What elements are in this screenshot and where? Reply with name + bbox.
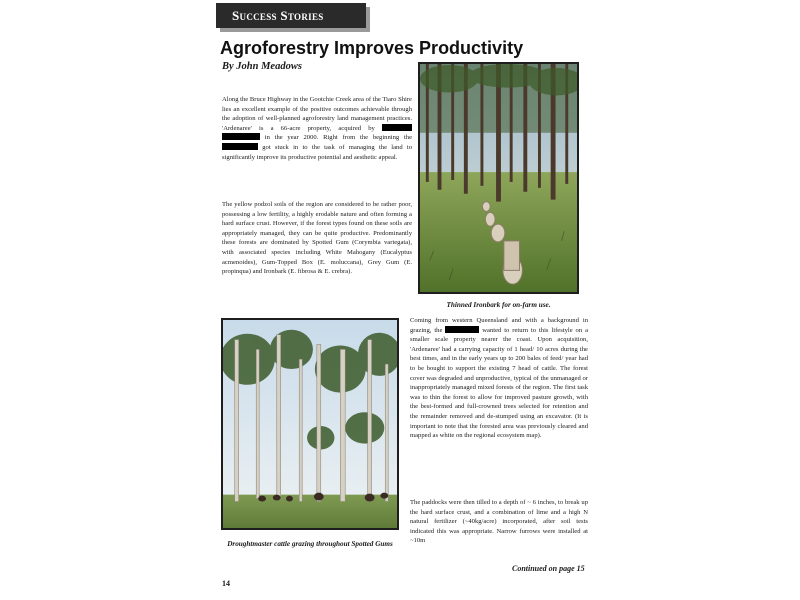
caption-cattle-grazing: Droughtmaster cattle grazing throughout Spotted Gums xyxy=(227,540,393,548)
section-banner xyxy=(216,3,366,28)
paragraph-background-part1: Coming from western Queensland and with a background in grazing, the xyxy=(410,317,588,334)
article-byline: By John Meadows xyxy=(222,61,302,72)
magazine-page xyxy=(212,0,602,600)
article-title: Agroforestry Improves Productivity xyxy=(220,38,524,58)
paragraph-background-part2: wanted to return to this lifestyle on a smaller scale property nearer the coast. Upon acquisition, 'Ardenaree' had a carrying capacity of 1 head/ 10 acres during the best times, and in the early years up to 200 bales of feed/ year had to be bought to support the existing 7 head of cattle. The forest cover was degraded and unproductive, typical of the unmanaged or inappropriately managed mixed forests of the region. The first task was to thin the forest to allow for improved pasture growth, with the best-formed and full-crowned trees selected for retention and the remainder removed and de-stumped using an excavator. (It is important to note that the forested area was previously cleared and mapped as white on the regional ecosystem map). xyxy=(410,326,588,440)
photo-thinned-ironbark xyxy=(418,62,579,294)
redacted-name xyxy=(382,124,412,131)
cattle-spotted-gum-image xyxy=(223,320,397,528)
ironbark-forest-image xyxy=(420,64,577,292)
paragraph-intro-part1: Along the Bruce Highway in the Gootchie Creek area of the Tiaro Shire lies an excellent example of the positive outcomes achievable through the adoption of well-planned agroforestry land management practices. 'Ardenaree' is a 66-acre property, acquired by xyxy=(222,96,412,132)
paragraph-paddocks: The paddocks were then tilled to a depth of ~ 6 inches, to break up the hard surface crust, and a combination of lime and a high N natural fertilizer (~40kg/acre) incorporated, after soil tests indicated this was appropriate. Narrow furrows were installed at ~10m xyxy=(410,499,588,545)
photo-cattle-grazing xyxy=(221,318,399,530)
caption-thinned-ironbark: Thinned Ironbark for on-farm use. xyxy=(446,301,551,309)
redacted-name xyxy=(222,143,258,150)
page-number: 14 xyxy=(222,579,230,588)
paragraph-intro-part3: got stuck in to the task of managing the land to significantly improve its productive potential and aesthetic appeal. xyxy=(222,143,412,161)
paragraph-soils: The yellow podzol soils of the region are considered to be rather poor, possessing a low fertility, a highly erodable nature and often forming a hard surface crust. However, if the forest types found on these soils are appropriately managed, they can be quite productive. Predominantly these forests are dominated by Spotted Gum (Corymbia variegata), with associated species including White Mahogany (Eucalyptus acmenoides), Gum-Topped Box (E. moluccana), Grey Gum (E. propinqua) and Ironbark (E. fibrosa & E. crebra). xyxy=(222,201,412,276)
paragraph-intro xyxy=(222,95,412,162)
continued-note: Continued on page 15 xyxy=(512,564,585,573)
paragraph-background xyxy=(410,316,588,441)
redacted-name xyxy=(222,133,260,140)
section-banner-label: Success Stories xyxy=(232,7,324,23)
paragraph-intro-part2: in the year 2000. Right from the beginning the xyxy=(264,134,412,142)
redacted-name xyxy=(445,326,479,333)
